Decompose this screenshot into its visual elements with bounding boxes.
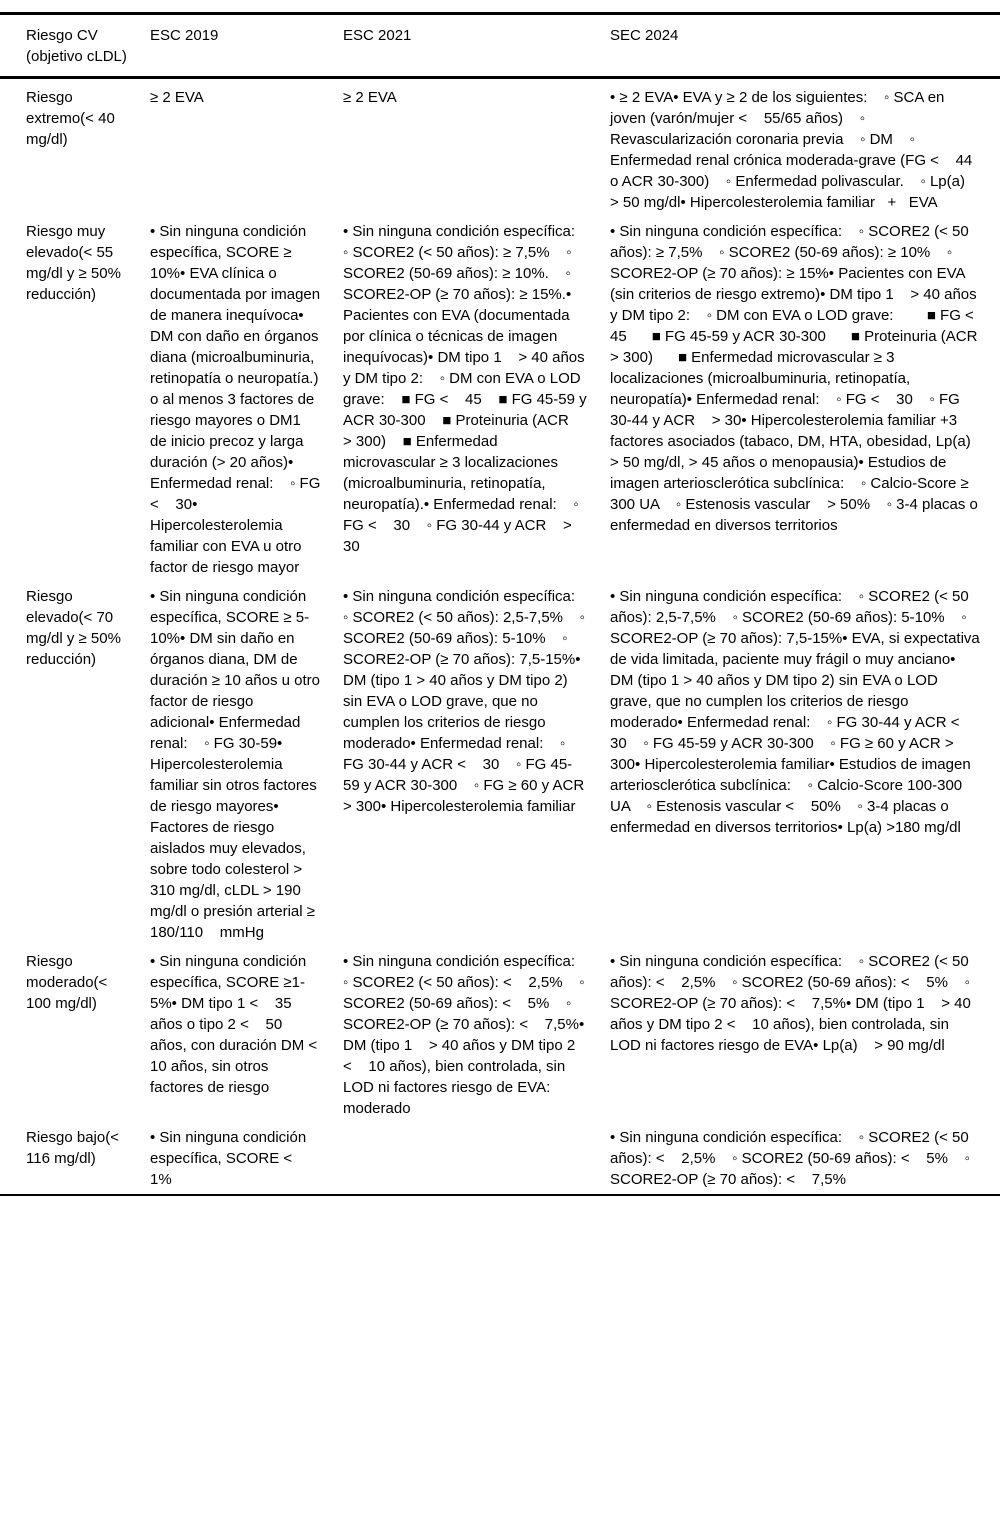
sec2024-cell: • Sin ninguna condición específica: ◦ SCORE2 (< 50 años): < 2,5% ◦ SCORE2 (50-69 años): < 5% ◦ SCORE2-OP (≥ 70 años): < 7,5%• DM (tipo 1 > 40 años y DM tipo 2 < 10 años), bien controlada, sin LOD ni factores riesgo de EVA• Lp(a) > 90 mg/dl <box>610 953 976 1054</box>
header-esc-2021: ESC 2021 <box>343 27 412 44</box>
header-sec-2024: SEC 2024 <box>610 27 679 44</box>
table-row-riesgo-bajo <box>0 1123 1000 1195</box>
esc2019-cell: ≥ 2 EVA <box>150 89 204 106</box>
header-riesgo-cv: Riesgo CV (objetivo cLDL) <box>26 27 127 65</box>
header-row <box>0 14 1000 78</box>
sec2024-cell: • Sin ninguna condición específica: ◦ SCORE2 (< 50 años): 2,5-7,5% ◦ SCORE2 (50-69 años): 5-10% ◦ SCORE2-OP (≥ 70 años): 7,5-15%• EVA, si expectativa de vida limitada, paciente muy frágil o muy anciano• DM (tipo 1 > 40 años y DM tipo 2) sin EVA o LOD grave, que no cumplen los criterios de riesgo moderado• Enfermedad renal: ◦ FG 30-44 y ACR < 30 ◦ FG 45-59 y ACR 30-300 ◦ FG ≥ 60 y ACR > 300• Hipercolesterolemia familiar• Estudios de imagen arteriosclerótica subclínica: ◦ Calcio-Score 100-300 UA ◦ Estenosis vascular < 50% ◦ 3-4 placas o enfermedad en diversos territorios• Lp(a) >180 mg/dl <box>610 588 984 836</box>
table-body <box>0 78 1000 1196</box>
esc2019-cell: • Sin ninguna condición específica, SCORE ≥1-5%• DM tipo 1 < 35 años o tipo 2 < 50 años, con duración DM < 10 años, sin otros factores de riesgo <box>150 953 334 1096</box>
header-esc-2019: ESC 2019 <box>150 27 219 44</box>
risk-comparison-table <box>0 12 1000 1196</box>
risk-label-cell: Riesgo moderado(< 100 mg/dl) <box>26 953 112 1012</box>
esc2021-cell: • Sin ninguna condición específica: ◦ SCORE2 (< 50 años): < 2,5% ◦ SCORE2 (50-69 años): < 5% ◦ SCORE2-OP (≥ 70 años): < 7,5%• DM (tipo 1 > 40 años y DM tipo 2 < 10 años), bien controlada, sin LOD ni factores riesgo de EVA: moderado <box>343 953 592 1117</box>
esc2019-cell: • Sin ninguna condición específica, SCORE ≥ 10%• EVA clínica o documentada por imagen de manera inequívoca• DM con daño en órganos diana (microalbuminuria, retinopatía o neuropatía.) o al menos 3 factores de riesgo mayores o DM1 de inicio precoz y larga duración (> 20 años)• Enfermedad renal: ◦ FG < 30• Hipercolesterolemia familiar con EVA u otro factor de riesgo mayor <box>150 223 325 576</box>
esc2021-cell: • Sin ninguna condición específica: ◦ SCORE2 (< 50 años): 2,5-7,5% ◦ SCORE2 (50-69 años): 5-10% ◦ SCORE2-OP (≥ 70 años): 7,5-15%• DM (tipo 1 > 40 años y DM tipo 2) sin EVA o LOD grave, que no cumplen los criterios de riesgo moderado• Enfermedad renal: ◦ FG 30-44 y ACR < 30 ◦ FG 45-59 y ACR 30-300 ◦ FG ≥ 60 y ACR > 300• Hipercolesterolemia familiar <box>343 588 592 815</box>
esc2021-cell: ≥ 2 EVA <box>343 89 397 106</box>
risk-label-cell: Riesgo extremo(< 40 mg/dl) <box>26 89 119 148</box>
esc2021-cell: • Sin ninguna condición específica: ◦ SCORE2 (< 50 años): ≥ 7,5% ◦ SCORE2 (50-69 años): ≥ 10%. ◦ SCORE2-OP (≥ 70 años): ≥ 15%.• Pacientes con EVA (documentada por clínica o técnicas de imagen inequívocas)• DM tipo 1 > 40 años y DM tipo 2: ◦ DM con EVA o LOD grave: ■ FG < 45 ■ FG 45-59 y ACR 30-300 ■ Proteinuria (ACR > 300) ■ Enfermedad microvascular ≥ 3 localizaciones (microalbuminuria, retinopatía, neuropatía).• Enfermedad renal: ◦ FG < 30 ◦ FG 30-44 y ACR > 30 <box>343 223 592 555</box>
table-header <box>0 14 1000 78</box>
sec2024-cell: • ≥ 2 EVA• EVA y ≥ 2 de los siguientes: ◦ SCA en joven (varón/mujer < 55/65 años) ◦ Revascularización coronaria previa ◦ DM ◦ Enfermedad renal crónica moderada-grave (FG < 44 o ACR 30-300) ◦ Enfermedad polivascular. ◦ Lp(a) > 50 mg/dl• Hipercolesterolemia familiar + EVA <box>610 89 982 211</box>
esc2019-cell: • Sin ninguna condición específica, SCORE ≥ 5-10%• DM sin daño en órganos diana, DM de duración ≥ 10 años u otro factor de riesgo adicional• Enfermedad renal: ◦ FG 30-59• Hipercolesterolemia familiar sin otros factores de riesgo mayores• Factores de riesgo aislados muy elevados, sobre todo colesterol > 310 mg/dl, cLDL > 190 mg/dl o presión arterial ≥ 180/110 mmHg <box>150 588 325 941</box>
sec2024-cell: • Sin ninguna condición específica: ◦ SCORE2 (< 50 años): < 2,5% ◦ SCORE2 (50-69 años): < 5% ◦ SCORE2-OP (≥ 70 años): < 7,5% <box>610 1129 975 1188</box>
table-row-riesgo-elevado <box>0 582 1000 947</box>
table-row-riesgo-muy-elevado <box>0 217 1000 582</box>
risk-label-cell: Riesgo muy elevado(< 55 mg/dl y ≥ 50% reducción) <box>26 223 126 303</box>
table-row-riesgo-moderado <box>0 947 1000 1123</box>
sec2024-cell: • Sin ninguna condición específica: ◦ SCORE2 (< 50 años): ≥ 7,5% ◦ SCORE2 (50-69 años): ≥ 10% ◦ SCORE2-OP (≥ 70 años): ≥ 15%• Pacientes con EVA (sin criterios de riesgo extremo)• DM tipo 1 > 40 años y DM tipo 2: ◦ DM con EVA o LOD grave: ■ FG < 45 ■ FG 45-59 y ACR 30-300 ■ Proteinuria (ACR > 300) ■ Enfermedad microvascular ≥ 3 localizaciones (microalbuminuria, retinopatía, neuropatía)• Enfermedad renal: ◦ FG < 30 ◦ FG 30-44 y ACR > 30• Hipercolesterolemia familiar +3 factores asociados (tabaco, DM, HTA, obesidad, Lp(a) > 50 mg/dl, > 45 años o menopausia)• Estudios de imagen arteriosclerótica subclínica: ◦ Calcio-Score ≥ 300 UA ◦ Estenosis vascular > 50% ◦ 3-4 placas o enfermedad en diversos territorios <box>610 223 995 534</box>
esc2019-cell: • Sin ninguna condición específica, SCORE < 1% <box>150 1129 311 1188</box>
table-row-riesgo-extremo <box>0 78 1000 218</box>
risk-label-cell: Riesgo elevado(< 70 mg/dl y ≥ 50% reducción) <box>26 588 126 668</box>
risk-label-cell: Riesgo bajo(< 116 mg/dl) <box>26 1129 124 1167</box>
esc2021-cell <box>343 1123 610 1195</box>
